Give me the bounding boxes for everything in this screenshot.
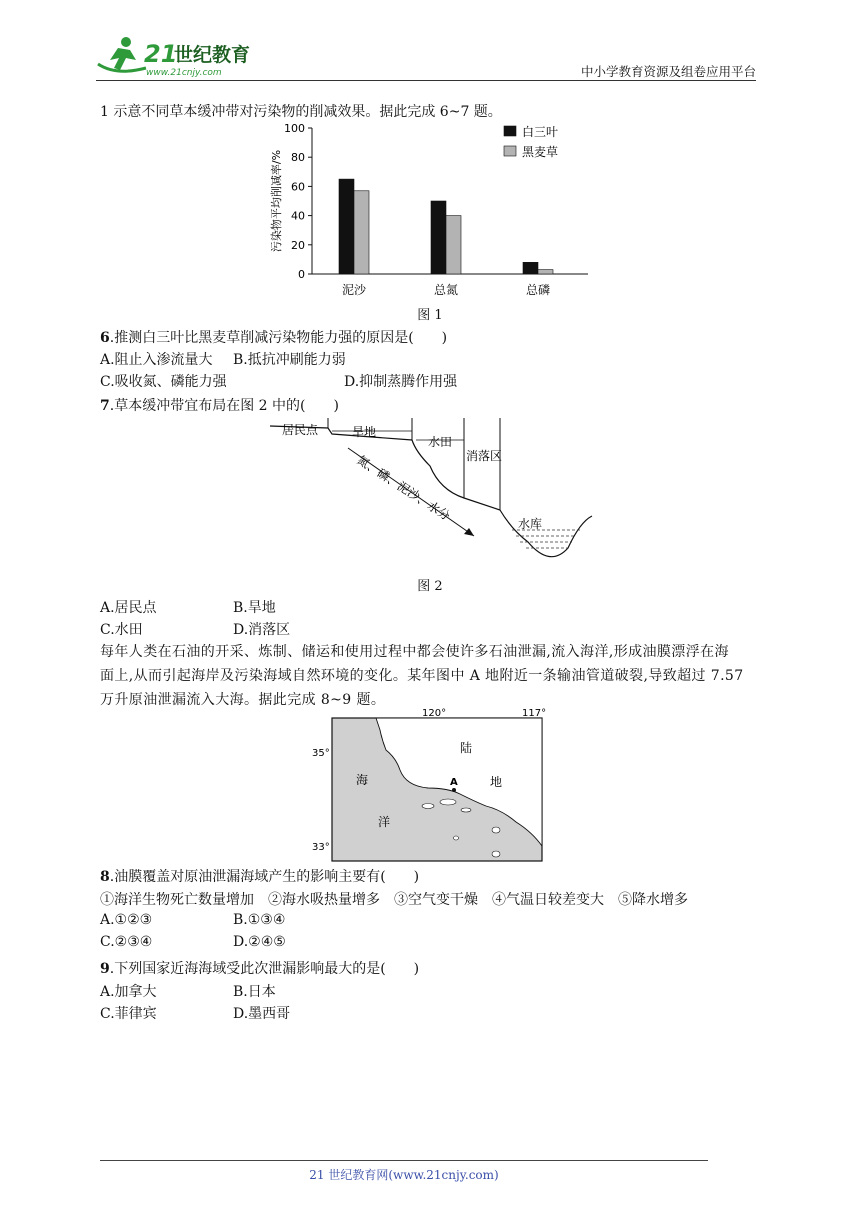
header-platform-text: 中小学教育资源及组卷应用平台: [580, 64, 756, 79]
footer-rule: [100, 1160, 708, 1161]
q8-option-c[interactable]: C.②③④: [100, 934, 153, 950]
label-drawdown-zone: 消落区: [466, 449, 503, 463]
lat-label-33: 33°: [312, 842, 330, 853]
label-reservoir: 水库: [518, 517, 543, 531]
coast-map: [310, 706, 550, 864]
legend-label: 白三叶: [522, 125, 559, 139]
q7-option-d[interactable]: D.消落区: [233, 622, 291, 638]
y-tick-label: 40: [291, 209, 305, 223]
legend-label: 黑麦草: [522, 145, 559, 159]
q7-stem: 7.草本缓冲带宜布局在图 2 中的( ): [100, 398, 339, 414]
q8-option-a[interactable]: A.①②③: [100, 912, 153, 928]
point-a-label: A: [450, 777, 458, 788]
land-char-1: 陆: [460, 741, 473, 755]
passage-line-1: 每年人类在石油的开采、炼制、储运和使用过程中都会使许多石油泄漏,流入海洋,形成油膜漂浮在海: [100, 644, 729, 660]
label-paddy: 水田: [428, 435, 453, 449]
q7-number: 7: [100, 398, 110, 414]
sea-char-2: 洋: [378, 815, 391, 829]
header-rule: [96, 80, 756, 81]
bar-1-1: [446, 216, 461, 274]
sea-char-1: 海: [356, 773, 369, 787]
x-tick-label: 总氮: [433, 283, 459, 297]
island-5: [454, 836, 459, 840]
lon-label-120: 120°: [422, 708, 447, 719]
lat-label-35: 35°: [312, 748, 330, 759]
island-4: [492, 827, 500, 833]
land-char-2: 地: [490, 775, 503, 789]
island-6: [492, 851, 500, 857]
passage-line-3: 万升原油泄漏流入大海。据此完成 8~9 题。: [100, 692, 386, 708]
y-axis-label: 污染物平均削减率/%: [270, 149, 283, 253]
fig1-caption: 图 1: [417, 308, 443, 323]
fig1-intro: 1 示意不同草本缓冲带对污染物的削减效果。据此完成 6~7 题。: [100, 104, 502, 120]
q6-stem: 6.推测白三叶比黑麦草削减污染物能力强的原因是( ): [100, 330, 448, 346]
logo-url: www.21cnjy.com: [146, 68, 222, 78]
bar-chart: [262, 118, 602, 308]
q9-option-c[interactable]: C.菲律宾: [100, 1006, 157, 1022]
label-settlement: 居民点: [282, 423, 319, 437]
passage-line-2: 面上,从而引起海岸及污染海域自然环境的变化。某年图中 A 地附近一条输油管道破裂,导致超过 7.57: [100, 668, 744, 684]
q8-option-b[interactable]: B.①③④: [233, 912, 286, 928]
bar-0-1: [431, 201, 446, 274]
q8-option-d[interactable]: D.②④⑤: [233, 934, 286, 950]
q6-option-d[interactable]: D.抑制蒸腾作用强: [344, 374, 458, 390]
y-tick-label: 80: [291, 151, 305, 165]
y-tick-label: 100: [284, 122, 305, 135]
island-1: [422, 804, 434, 809]
x-tick-label: 总磷: [525, 283, 551, 297]
bar-1-2: [538, 270, 553, 274]
q8-stem: 8.油膜覆盖对原油泄漏海域产生的影响主要有( ): [100, 869, 420, 885]
island-2: [440, 799, 456, 805]
q6-number: 6: [100, 330, 110, 346]
q9-option-d[interactable]: D.墨西哥: [233, 1006, 291, 1022]
fig2-caption: 图 2: [417, 579, 443, 594]
legend-swatch: [504, 126, 516, 136]
q8-number: 8: [100, 869, 110, 885]
bar-0-0: [339, 179, 354, 274]
site-logo: [96, 34, 266, 80]
q9-option-a[interactable]: A.加拿大: [100, 984, 157, 1000]
q6-option-c[interactable]: C.吸收氮、磷能力强: [100, 374, 227, 390]
q7-option-a[interactable]: A.居民点: [100, 600, 157, 616]
q8-items: ①海洋生物死亡数量增加 ②海水吸热量增多 ③空气变干燥 ④气温日较差变大 ⑤降水增多: [100, 892, 688, 908]
q6-option-b[interactable]: B.抵抗冲刷能力弱: [233, 352, 346, 368]
y-tick-label: 60: [291, 180, 305, 194]
x-tick-label: 泥沙: [341, 283, 367, 297]
q7-option-c[interactable]: C.水田: [100, 622, 143, 638]
label-dryland: 旱地: [352, 425, 377, 439]
q7-option-b[interactable]: B.旱地: [233, 600, 276, 616]
running-figure-icon: [98, 37, 146, 71]
footer-text[interactable]: 21 世纪教育网(www.21cnjy.com): [309, 1168, 499, 1182]
q9-option-b[interactable]: B.日本: [233, 984, 276, 1000]
q9-stem: 9.下列国家近海海域受此次泄漏影响最大的是( ): [100, 961, 420, 977]
q9-number: 9: [100, 961, 110, 977]
flow-label: 氮、磷、泥沙、水分: [354, 452, 453, 524]
logo-cn: 世纪教育: [174, 44, 251, 66]
q6-option-a[interactable]: A.阻止入渗流量大: [100, 352, 213, 368]
island-3: [461, 808, 471, 812]
bar-0-2: [523, 262, 538, 274]
slope-diagram: [268, 418, 596, 568]
logo-number: 21: [144, 40, 178, 68]
y-tick-label: 20: [291, 238, 305, 252]
legend-swatch: [504, 146, 516, 156]
bar-1-0: [354, 191, 369, 274]
passage: [100, 640, 762, 712]
arrow-head-icon: [464, 528, 474, 536]
y-tick-label: 0: [298, 268, 305, 281]
lon-label-117: 117°: [522, 708, 547, 719]
point-a-marker: [452, 788, 456, 792]
